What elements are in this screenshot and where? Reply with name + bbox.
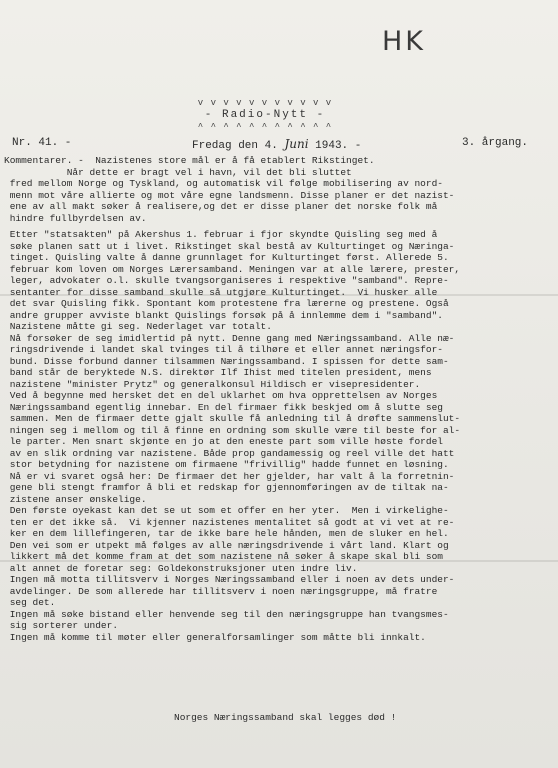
text-line: avdelinger. De som allerede har tillitsverv i noen næringsgruppe, må fratre (4, 585, 438, 597)
text-line: zistene anser ønskelige. (4, 493, 147, 505)
article-body (4, 155, 552, 643)
text-line: ten er det ikke så. Vi kjenner nazistenes mentalitet så godt at vi vet at re- (4, 516, 455, 528)
closing-slogan: Norges Næringssamband skal legges død ! (174, 712, 397, 723)
masthead-title: - Radio-Nytt - (204, 109, 326, 121)
text-line: le parter. Men snart skjønte en jo at den eneste part som ville høste fordel (4, 436, 443, 447)
text-line: februar kom loven om Norges Lærersamband. Meningen var at alle lærere, prester, (4, 263, 461, 275)
text-line: Nå er vi svaret også her: De firmaer det her gjelder, har valt å la forretnin- (4, 470, 455, 482)
text-line: ker en dem lillefingeren, tar de ikke bare hele hånden, men de sluker en hel. (4, 528, 449, 539)
text-line: det svar Quisling fikk. Spontant kom protestene fra lærerne og prestene. Også (4, 298, 449, 309)
text-line: Den vei som er utpekt må følges av alle næringsdrivende i vårt land. Klart og (4, 539, 449, 551)
text-line: Når dette er bragt vel i havn, vil det bli sluttet (4, 166, 352, 178)
text-line: ringsdrivende i landet skal tvinges til å tilhøre et eller annet næringsfor- (4, 344, 443, 355)
text-line: sig sorterer under. (4, 620, 119, 631)
date-year: 1943. - (315, 140, 362, 152)
text-line: stor betydning for nazistene om firmaene "frivillig" hadde funnet en løsning. (4, 459, 449, 470)
text-line: Nå forsøker de seg imidlertid på nytt. Denne gang med Næringssamband. Alle næ- (4, 332, 455, 344)
text-line: Ingen må motta tillitsverv i Norges Næringssamband eller i noen av dets under- (4, 574, 455, 585)
text-line: hindre fullbyrdelsen av. (4, 212, 147, 224)
text-line: Den første oyekast kan det se ut som et offer en her yter. Men i virkelighe- (4, 505, 449, 516)
handwritten-annotation: HK (382, 26, 427, 57)
masthead-decoration-top: v v v v v v v v v v v (197, 98, 333, 108)
date-prefix: Fredag den 4. (192, 140, 278, 152)
text-line: andre grupper avviste blankt Quislings forsøk på å innlemme dem i "samband". (4, 309, 443, 321)
text-line: søke planen satt ut i livet. Rikstinget skal bestå av Kulturtinget og Næringa- (4, 240, 455, 252)
text-line: menn mot våre allierte og mot våre egne landsmenn. Disse planer er det nazist- (4, 189, 455, 201)
text-line: tinget. Quisling valte å danne grunnlaget for Kulturtinget først. Allerede 5. (4, 252, 449, 263)
text-line: sentanter for disse samband skulle så utgjøre Kulturtinget. Vi husker alle (4, 286, 438, 298)
text-line: ningen seg i mellom og til å finne en ordning som skulle være til beste for al- (4, 424, 461, 436)
masthead (180, 98, 350, 132)
text-line: Etter "statsakten" på Akershus 1. februar i fjor skyndte Quisling seg med å (4, 229, 438, 240)
text-line: nazistene "minister Prytz" og generalkonsul Hildisch er visepresidenter. (4, 378, 421, 390)
text-line: Nazistene måtte gi seg. Nederlaget var totalt. (4, 321, 272, 332)
text-line: likkert må det komme fram at det som nazistene nå søker å skape skal bli som (4, 551, 443, 562)
text-line: Ved å begynne med hersket det en del uklarhet om hva opprettelsen av Norges (4, 390, 438, 401)
text-line: Ingen må søke bistand eller henvende seg til den næringsgruppe han tvangsmes- (4, 608, 449, 620)
issue-line (12, 137, 548, 151)
text-line: Ingen må komme til møter eller generalforsamlinger som måtte bli innkalt. (4, 631, 426, 643)
text-line: band står de beryktede N.S. direktør Ilf Ihist med titelen president, mens (4, 367, 432, 378)
text-line: gene bli stengt framfor å bli et redskap for gjennomføringen av de tiltak na- (4, 482, 449, 493)
text-line: Næringssamband egentlig innebar. En del firmaer fikk beskjed om å slutte seg (4, 401, 443, 413)
date-month-handwritten: Juni (284, 137, 309, 151)
text-line: alt annet de foretar seg: Goldekonstruksjoner uten indre liv. (4, 562, 358, 574)
text-line: av en slik ordning var nazistene. Både prop gandamessig og reel ville det hatt (4, 447, 455, 459)
text-line: Kommentarer. - Nazistenes store mål er å få etablert Rikstinget. (4, 155, 375, 166)
text-line: seg det. (4, 597, 56, 608)
text-line: sammen. Men de firmaer dette gjalt skulle få anledning til å drøfte sammenslut- (4, 413, 461, 424)
text-line: ene av all makt søker å realisere,og det er disse planer det norske folk må (4, 201, 438, 212)
volume: 3. årgang. (461, 137, 528, 149)
text-line: leger, advokater o.l. skulle tvangsorganiseres i respektive "samband". Repre- (4, 275, 449, 286)
text-line: fred mellom Norge og Tyskland, og automatisk vil følge mobilisering av nord- (4, 178, 443, 189)
text-line: bund. Disse forbund danner tilsammen Næringssamband. I spissen for dette sam- (4, 355, 449, 367)
issue-number: Nr. 41. - (12, 137, 72, 149)
issue-date (192, 137, 361, 152)
masthead-decoration-bottom: ^ ^ ^ ^ ^ ^ ^ ^ ^ ^ ^ (197, 122, 333, 132)
